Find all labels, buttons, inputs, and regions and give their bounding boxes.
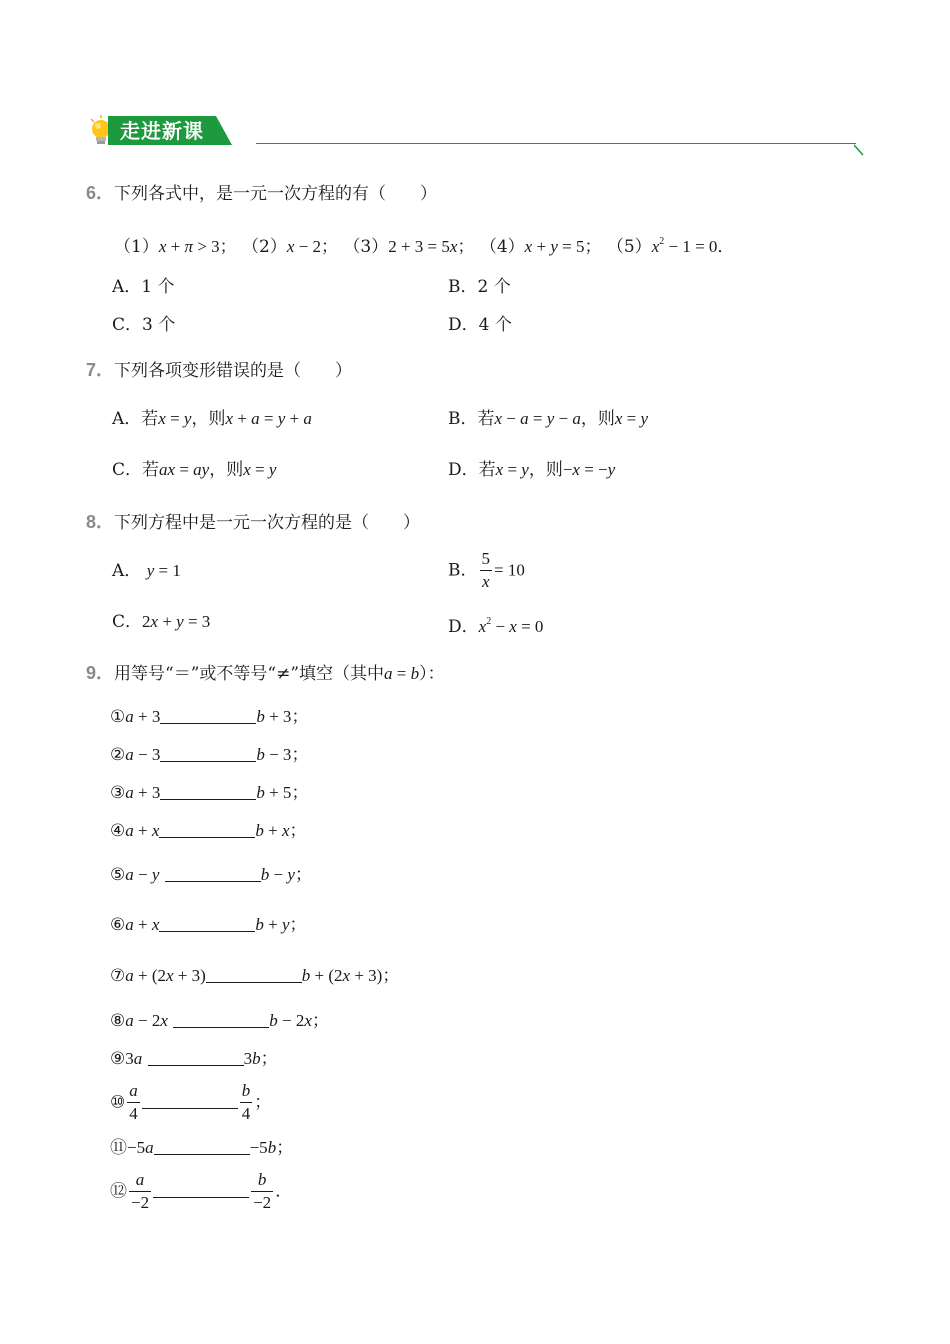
q8-option-a[interactable]: A． y = 1 [112,561,181,581]
q7-option-c[interactable]: C．若ax = ay，则x = y [112,460,277,480]
q9-item-7: ⑦a + (2x + 3) b + (2x + 3)； [110,966,400,986]
question-8 [86,512,420,533]
question-number: 7． [86,360,115,380]
answer-blank[interactable] [206,967,302,983]
q9-item-2: ②a − 3 b − 3； [110,745,309,765]
q9-item-1: ①a + 3 b + 3； [110,707,309,727]
q9-item-8: ⑧a − 2x b − 2x； [110,1011,329,1031]
q9-item-9: ⑨3a 3b； [110,1049,278,1069]
question-stem: 下列各项变形错误的是（ ） [114,361,353,381]
q6-option-d[interactable]: D．4 个 [448,315,512,335]
answer-blank[interactable] [159,822,255,838]
answer-blank[interactable] [160,708,256,724]
q8-option-b[interactable]: B． $\frac{5}{x}$ = 10 [448,549,525,591]
item-label: （3） [343,237,389,257]
item-label: （5） [606,237,652,257]
answer-blank[interactable] [159,916,255,932]
answer-blank[interactable] [173,1012,269,1028]
banner-underline [256,143,856,144]
banner-underline-tail [854,143,866,162]
answer-blank[interactable] [142,1093,238,1109]
answer-blank[interactable] [160,746,256,762]
answer-blank[interactable] [154,1139,250,1155]
q7-option-a[interactable]: A．若x = y，则x + a = y + a [112,409,312,429]
answer-blank[interactable] [160,784,256,800]
q7-option-b[interactable]: B．若x − a = y − a，则x = y [448,409,649,429]
question-9: 9．用等号“＝”或不等号“≠”填空（其中a = b）： [86,663,445,684]
q6-expressions: （1）x + π > 3； （2）x − 2； （3）2 + 3 = 5x； （4）x + y = 5； $(5)x^2 - 1 = 0$． [114,236,735,257]
q8-option-c[interactable]: C．2x + y = 3 [112,612,211,632]
q6-option-b[interactable]: B．2 个 [448,277,511,297]
item-label: （2） [242,237,287,257]
answer-blank[interactable] [153,1182,249,1198]
question-6 [86,183,437,204]
question-number: 6． [86,183,115,203]
answer-blank[interactable] [165,866,261,882]
item-label: （4） [479,237,525,257]
question-stem: 用等号“＝”或不等号“≠”填空（其中 [114,664,385,684]
q9-item-11: ⑪−5a −5b； [110,1138,294,1158]
q9-item-6: ⑥a + x b + y； [110,915,307,935]
question-number: 9． [86,663,115,683]
item-label: （1） [114,237,159,257]
q9-item-12: ⑫ $\frac{a}{-2}$ $\frac{b}{-2}$ ． [110,1170,293,1212]
q8-option-d[interactable]: D．$x^2 - x = 0$ [448,616,544,637]
question-stem: 下列各式中，是一元一次方程的有（ ） [114,184,438,204]
section-title: 走进新课 [120,119,204,143]
q7-option-d[interactable]: D．若x = y，则−x = −y [448,460,616,480]
question-stem: 下列方程中是一元一次方程的是（ ） [114,513,421,533]
answer-blank[interactable] [148,1050,244,1066]
q9-item-5: ⑤a − y b − y； [110,865,312,885]
q9-item-3: ③a + 3 b + 5； [110,783,309,803]
q6-option-c[interactable]: C．3 个 [112,315,176,335]
q6-option-a[interactable]: A．1 个 [112,277,175,297]
question-number: 8． [86,512,115,532]
question-7 [86,360,352,381]
q9-item-10: ⑩ $\frac{a}{4}$ $\frac{b}{4}$ ； [110,1081,272,1123]
q9-item-4: ④a + x b + x； [110,821,307,841]
